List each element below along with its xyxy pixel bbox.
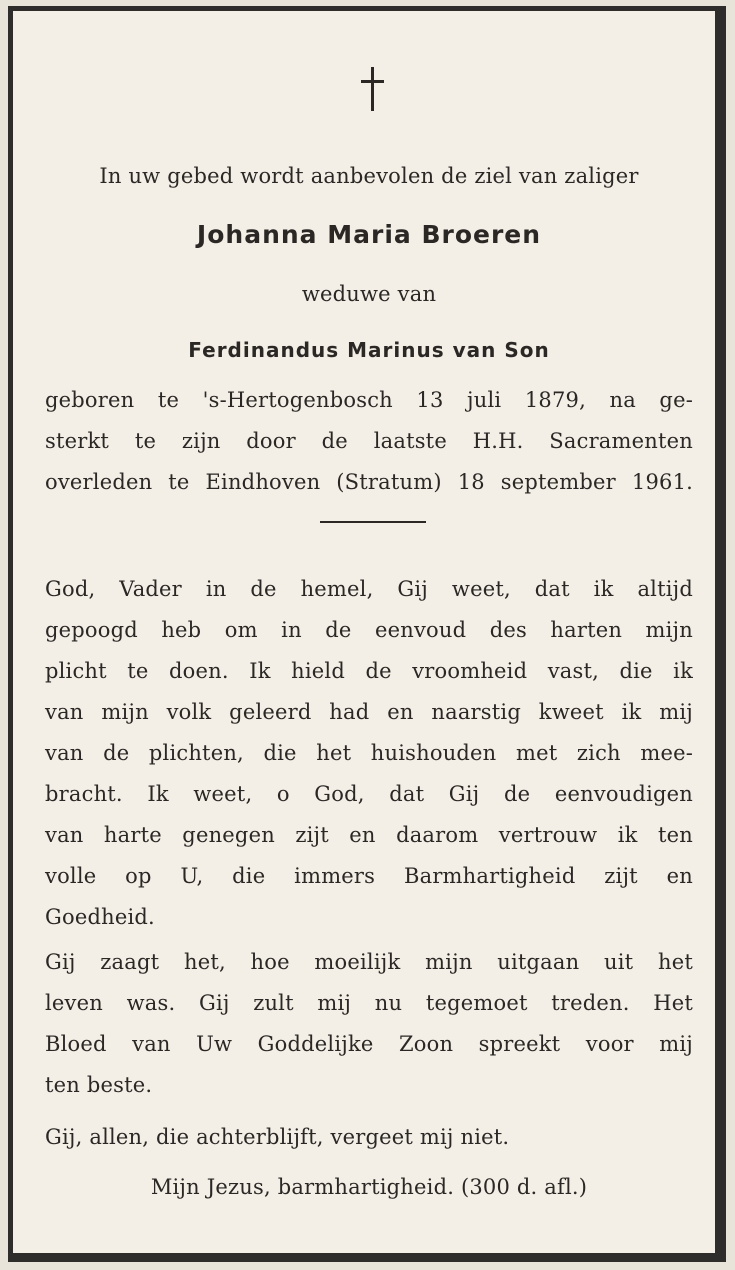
bio-line: overleden te Eindhoven (Stratum) 18 september 1961. xyxy=(45,470,693,494)
prayer-line: Goedheid. xyxy=(45,905,155,929)
deceased-name: Johanna Maria Broeren xyxy=(196,220,542,249)
memorial-card xyxy=(8,6,726,1262)
prayer-line: van de plichten, die het huishouden met zich mee- xyxy=(45,741,693,765)
prayer-line: Gij zaagt het, hoe moeilijk mijn uitgaan uit het xyxy=(45,950,693,974)
prayer-line: volle op U, die immers Barmhartigheid zijt en xyxy=(45,864,693,888)
prayer-line: God, Vader in de hemel, Gij weet, dat ik altijd xyxy=(45,577,693,601)
prayer-line: gepoogd heb om in de eenvoud des harten mijn xyxy=(45,618,693,642)
cross-icon xyxy=(361,67,385,111)
prayer-line: van mijn volk geleerd had en naarstig kweet ik mij xyxy=(45,700,693,724)
bio-line: sterkt te zijn door de laatste H.H. Sacramenten xyxy=(45,429,693,453)
spouse-name: Ferdinandus Marinus van Son xyxy=(188,338,550,362)
prayer-line: bracht. Ik weet, o God, dat Gij de eenvoudigen xyxy=(45,782,693,806)
intro-text: In uw gebed wordt aanbevolen de ziel van zaliger xyxy=(99,164,639,188)
widow-of-text: weduwe van xyxy=(301,282,437,306)
prayer-line: plicht te doen. Ik hield de vroomheid vast, die ik xyxy=(45,659,693,683)
bio-line: geboren te 's-Hertogenbosch 13 juli 1879, na ge- xyxy=(45,388,693,412)
prayer-line: Gij, allen, die achterblijft, vergeet mij niet. xyxy=(45,1125,510,1149)
closing-prayer: Mijn Jezus, barmhartigheid. (300 d. afl.) xyxy=(150,1175,588,1199)
divider xyxy=(320,521,426,523)
prayer-line: Bloed van Uw Goddelijke Zoon spreekt voor mij xyxy=(45,1032,693,1056)
prayer-line: leven was. Gij zult mij nu tegemoet treden. Het xyxy=(45,991,693,1015)
prayer-line: van harte genegen zijt en daarom vertrouw ik ten xyxy=(45,823,693,847)
prayer-line: ten beste. xyxy=(45,1073,153,1097)
